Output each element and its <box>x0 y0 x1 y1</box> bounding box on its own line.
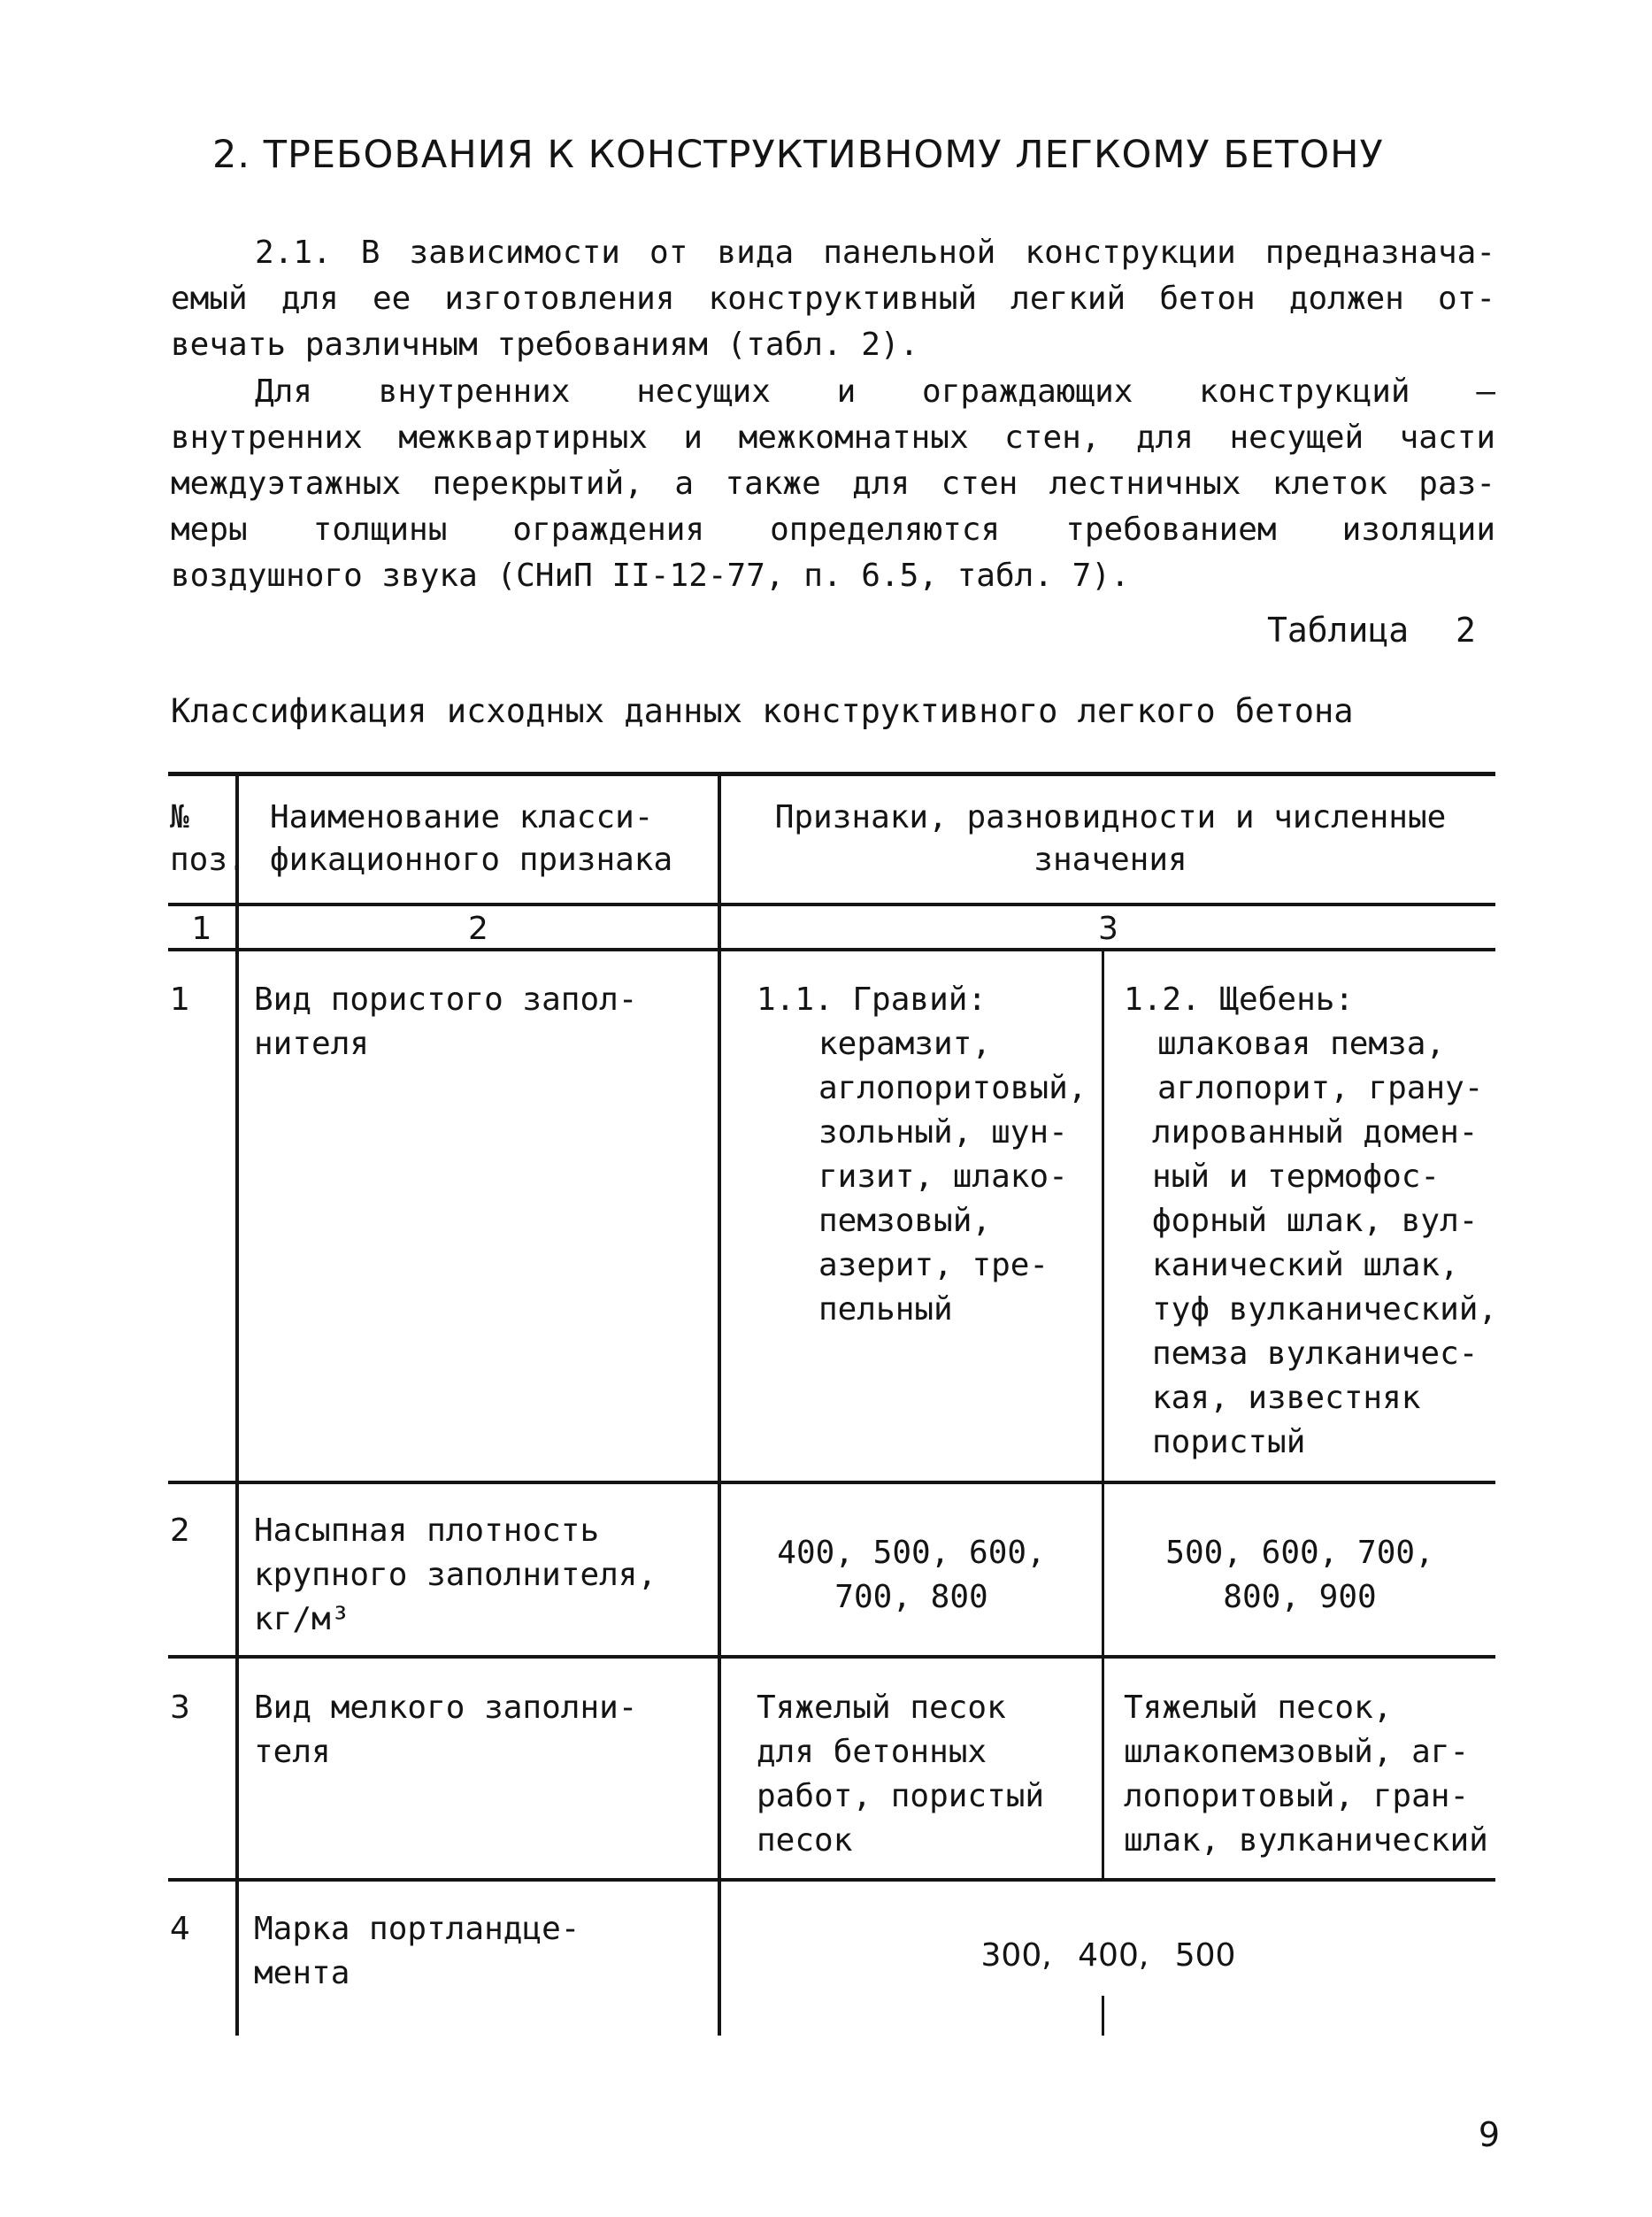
row2-name-line: кг/м³ <box>254 1601 350 1637</box>
table-col-divider-3a <box>1102 948 1104 1882</box>
row1-col3b-line: туф вулканический, <box>1152 1291 1498 1328</box>
row3-col3b-line: шлак, вулканический <box>1124 1822 1488 1859</box>
paragraph-internal-structures <box>171 369 1495 599</box>
row1-col3b-line: пемза вулканичес- <box>1152 1336 1479 1372</box>
row1-col3a-line: 1.1. Гравий: <box>757 981 987 1018</box>
row1-col3a-line: азерит, тре- <box>818 1247 1049 1283</box>
row3-name-line: Вид мелкого заполни- <box>254 1690 638 1726</box>
paragraph-line: Для внутренних несущих и ограждающих конструкций – <box>255 373 1495 410</box>
row1-col3a-line: керамзит, <box>818 1026 992 1062</box>
paragraph-line: емый для ее изготовления конструктивный легкий бетон должен от- <box>171 281 1495 317</box>
paragraph-line: воздушного звука (СНиП II-12-77, п. 6.5, табл. 7). <box>171 558 1130 594</box>
row1-col3b-line: аглопорит, грану- <box>1157 1070 1484 1106</box>
paragraph-line: 2.1. В зависимости от вида панельной конструкции предназнача- <box>255 235 1495 271</box>
row3-col3b <box>1124 1686 1488 1863</box>
header-col3-line: Признаки, разновидности и численные <box>774 799 1447 835</box>
row1-col3b-line: канический шлак, <box>1152 1247 1459 1283</box>
row1-num: 1 <box>170 981 190 1018</box>
row1-col3a-line: гизит, шлако- <box>818 1159 1068 1195</box>
row3-num: 3 <box>170 1690 190 1726</box>
table-rule-row2 <box>168 1655 1495 1659</box>
row2-name-line: крупного заполнителя, <box>254 1557 657 1593</box>
row2-col3a-line: 400, 500, 600, <box>777 1535 1046 1571</box>
table-rule-top <box>168 772 1495 776</box>
row3-col3b-line: лопоритовый, гран- <box>1124 1778 1470 1814</box>
table-col-divider-1 <box>235 772 239 2036</box>
row2-name <box>254 1509 657 1642</box>
header-col1-line: № <box>170 799 189 835</box>
row4-values: 300, 400, 500 <box>980 1937 1236 1974</box>
row4-num: 4 <box>170 1911 190 1947</box>
row1-col3b-line: ный и термофос- <box>1152 1159 1441 1195</box>
row2-col3b-line: 800, 900 <box>1223 1579 1377 1615</box>
table-col-divider-3b <box>1102 1996 1104 2036</box>
paragraph-line: междуэтажных перекрытий, а также для стен лестничных клеток раз- <box>171 466 1495 502</box>
page-number: 9 <box>1478 2115 1500 2154</box>
row3-name-line: теля <box>254 1734 331 1770</box>
table-rule-header <box>168 903 1495 906</box>
row2-name-line: Насыпная плотность <box>254 1513 600 1549</box>
table-col-divider-2 <box>718 772 721 2036</box>
row1-col3b-line: кая, известняк <box>1152 1380 1421 1416</box>
row1-col3b-line: форный шлак, вул- <box>1152 1203 1479 1239</box>
table-rule-row1 <box>168 1481 1495 1484</box>
table-label: Таблица 2 <box>1267 611 1476 650</box>
row2-col3b-line: 500, 600, 700, <box>1165 1535 1434 1571</box>
header-col3 <box>726 797 1495 881</box>
row3-col3a-line: Тяжелый песок <box>757 1690 1006 1726</box>
header-col1-line: поз. <box>170 842 247 878</box>
table-title: Классификация исходных данных конструктивного легкого бетона <box>171 692 1354 730</box>
row1-col3b-line: шлаковая пемза, <box>1157 1026 1446 1062</box>
row3-col3a-line: работ, пористый <box>757 1778 1045 1814</box>
row1-col3a-line: зольный, шун- <box>818 1114 1068 1151</box>
row1-col3a-line: аглопоритовый, <box>818 1070 1087 1106</box>
row4-name-line: мента <box>254 1955 350 1991</box>
row1-col3b-line: лированный домен- <box>1152 1114 1479 1151</box>
col-number-1: 1 <box>191 911 212 947</box>
header-col2 <box>270 797 672 881</box>
paragraph-line: вечать различным требованиям (табл. 2). <box>171 327 919 363</box>
row3-name <box>254 1686 637 1774</box>
row3-col3a <box>757 1686 1044 1863</box>
row1-col3a-line: пельный <box>818 1291 953 1328</box>
paragraph-2-1 <box>171 230 1495 368</box>
row1-col3b <box>1124 978 1497 1465</box>
header-col3-line: значения <box>1033 842 1187 878</box>
row3-col3a-line: для бетонных <box>757 1734 987 1770</box>
row3-col3b-line: шлакопемзовый, аг- <box>1124 1734 1470 1770</box>
row2-num: 2 <box>170 1513 190 1549</box>
col-number-2: 2 <box>468 911 488 947</box>
row1-name-line: нителя <box>254 1026 370 1062</box>
row3-col3a-line: песок <box>757 1822 853 1859</box>
row2-col3b <box>1104 1531 1495 1620</box>
row4-name-line: Марка портландце- <box>254 1911 580 1947</box>
row1-col3b-line: пористый <box>1152 1424 1306 1460</box>
row1-name <box>254 978 637 1066</box>
row4-name <box>254 1907 580 1996</box>
paragraph-line: меры толщины ограждения определяются требованием изоляции <box>171 512 1495 548</box>
row2-col3a <box>721 1531 1102 1620</box>
col-number-3: 3 <box>1098 911 1118 947</box>
row3-col3b-line: Тяжелый песок, <box>1124 1690 1393 1726</box>
row1-col3b-line: 1.2. Щебень: <box>1124 981 1355 1018</box>
table-rule-row3 <box>168 1878 1495 1882</box>
header-col1 <box>170 797 247 881</box>
row1-col3a-line: пемзовый, <box>818 1203 992 1239</box>
section-heading: 2. ТРЕБОВАНИЯ К КОНСТРУКТИВНОМУ ЛЕГКОМУ БЕТОНУ <box>212 133 1384 177</box>
header-col2-line: Наименование класси- <box>270 799 654 835</box>
row1-name-line: Вид пористого запол- <box>254 981 638 1018</box>
row1-col3a <box>757 978 1087 1332</box>
header-col2-line: фикационного признака <box>270 842 673 878</box>
row2-col3a-line: 700, 800 <box>834 1579 988 1615</box>
paragraph-line: внутренних межквартирных и межкомнатных стен, для несущей части <box>171 420 1495 456</box>
